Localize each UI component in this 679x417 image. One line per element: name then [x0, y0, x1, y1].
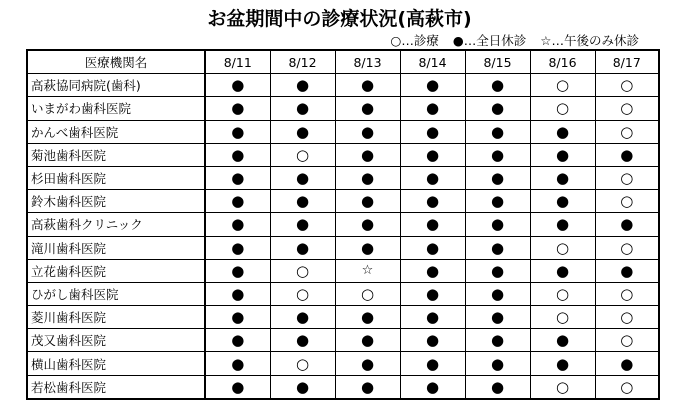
column-header-date: 8/11 [205, 50, 270, 74]
closed-all-day-icon: ● [335, 190, 400, 213]
closed-all-day-icon: ● [465, 190, 530, 213]
closed-all-day-icon: ● [205, 143, 270, 166]
closed-all-day-icon: ● [205, 306, 270, 329]
closed-all-day-icon: ● [465, 329, 530, 352]
closed-all-day-icon: ● [400, 375, 465, 399]
closed-all-day-icon: ● [335, 74, 400, 97]
legend-label-closed: …全日休診 [463, 33, 527, 48]
closed-all-day-icon: ● [270, 120, 335, 143]
open-icon: ○ [530, 306, 595, 329]
table-row [27, 329, 659, 352]
open-icon: ○ [530, 97, 595, 120]
closed-all-day-icon: ● [595, 213, 659, 236]
open-icon: ○ [595, 282, 659, 305]
closed-all-day-icon: ● [335, 306, 400, 329]
legend-label-open: …診療 [401, 33, 439, 48]
table-row [27, 190, 659, 213]
column-header-date: 8/16 [530, 50, 595, 74]
table-row [27, 143, 659, 166]
closed-all-day-icon: ● [205, 329, 270, 352]
column-header-date: 8/17 [595, 50, 659, 74]
clinic-name: 鈴木歯科医院 [27, 190, 205, 213]
open-icon: ○ [595, 329, 659, 352]
closed-all-day-icon: ● [400, 97, 465, 120]
closed-all-day-icon: ● [270, 375, 335, 399]
closed-all-day-icon: ● [270, 190, 335, 213]
clinic-name: 杉田歯科医院 [27, 166, 205, 189]
closed-all-day-icon: ● [205, 166, 270, 189]
closed-all-day-icon: ● [270, 236, 335, 259]
closed-all-day-icon: ● [530, 213, 595, 236]
clinic-name: かんべ歯科医院 [27, 120, 205, 143]
closed-all-day-icon: ● [465, 213, 530, 236]
closed-all-day-icon: ● [205, 282, 270, 305]
closed-all-day-icon: ● [595, 259, 659, 282]
table-row [27, 306, 659, 329]
closed-all-day-icon: ● [465, 375, 530, 399]
table-row [27, 375, 659, 399]
open-icon: ○ [595, 190, 659, 213]
closed-all-day-icon: ● [400, 329, 465, 352]
closed-all-day-icon: ● [400, 74, 465, 97]
closed-all-day-icon: ● [595, 352, 659, 375]
closed-all-day-icon: ● [400, 166, 465, 189]
clinic-name: 滝川歯科医院 [27, 236, 205, 259]
clinic-name: 立花歯科医院 [27, 259, 205, 282]
closed-all-day-icon: ● [335, 97, 400, 120]
closed-all-day-icon: ● [530, 143, 595, 166]
closed-all-day-icon: ● [530, 259, 595, 282]
table-row [27, 120, 659, 143]
legend-item-closed [453, 33, 526, 49]
closed-all-day-icon: ● [400, 352, 465, 375]
closed-all-day-icon: ● [335, 166, 400, 189]
table-row [27, 166, 659, 189]
closed-all-day-icon: ● [205, 259, 270, 282]
closed-all-day-icon: ● [270, 166, 335, 189]
closed-all-day-icon: ● [400, 236, 465, 259]
open-icon: ○ [595, 74, 659, 97]
closed-all-day-icon: ● [205, 236, 270, 259]
open-icon: ○ [595, 120, 659, 143]
closed-all-day-icon: ● [335, 213, 400, 236]
table-row [27, 282, 659, 305]
open-icon: ○ [595, 166, 659, 189]
column-header-date: 8/14 [400, 50, 465, 74]
clinic-name: 菊池歯科医院 [27, 143, 205, 166]
closed-all-day-icon: ● [205, 352, 270, 375]
closed-all-day-icon: ● [270, 97, 335, 120]
open-icon: ○ [335, 282, 400, 305]
closed-all-day-icon: ● [205, 375, 270, 399]
clinic-name: 茂又歯科医院 [27, 329, 205, 352]
page-title: お盆期間中の診療状況(高萩市) [207, 8, 472, 30]
column-header-date: 8/15 [465, 50, 530, 74]
open-icon: ○ [595, 306, 659, 329]
closed-all-day-icon: ● [335, 143, 400, 166]
schedule-table [26, 49, 660, 400]
filled-circle-icon: ● [452, 33, 464, 48]
closed-all-day-icon: ● [270, 213, 335, 236]
table-row [27, 74, 659, 97]
closed-all-day-icon: ● [335, 352, 400, 375]
closed-all-day-icon: ● [205, 97, 270, 120]
closed-all-day-icon: ● [465, 282, 530, 305]
open-icon: ○ [270, 352, 335, 375]
closed-all-day-icon: ● [400, 259, 465, 282]
closed-all-day-icon: ● [465, 143, 530, 166]
open-icon: ○ [595, 97, 659, 120]
open-icon: ○ [530, 282, 595, 305]
closed-all-day-icon: ● [595, 143, 659, 166]
open-icon: ○ [530, 236, 595, 259]
closed-all-day-icon: ● [270, 74, 335, 97]
afternoon-closed-icon: ☆ [335, 259, 400, 282]
table-header-row [27, 50, 659, 74]
star-icon: ☆ [540, 33, 552, 48]
closed-all-day-icon: ● [205, 190, 270, 213]
table-body [27, 74, 659, 399]
closed-all-day-icon: ● [205, 74, 270, 97]
closed-all-day-icon: ● [465, 306, 530, 329]
table-row [27, 259, 659, 282]
closed-all-day-icon: ● [335, 375, 400, 399]
closed-all-day-icon: ● [530, 120, 595, 143]
legend-item-afternoon-closed [540, 33, 639, 49]
legend-label-afternoon-closed: …午後のみ休診 [551, 33, 639, 48]
open-circle-icon: ○ [390, 33, 402, 48]
closed-all-day-icon: ● [400, 213, 465, 236]
clinic-name: 高萩協同病院(歯科) [27, 74, 205, 97]
clinic-name: いまがわ歯科医院 [27, 97, 205, 120]
clinic-name: ひがし歯科医院 [27, 282, 205, 305]
closed-all-day-icon: ● [270, 329, 335, 352]
legend-item-open [390, 33, 438, 49]
table-row [27, 213, 659, 236]
closed-all-day-icon: ● [400, 190, 465, 213]
closed-all-day-icon: ● [335, 120, 400, 143]
closed-all-day-icon: ● [205, 213, 270, 236]
open-icon: ○ [270, 259, 335, 282]
open-icon: ○ [595, 375, 659, 399]
closed-all-day-icon: ● [270, 306, 335, 329]
closed-all-day-icon: ● [400, 306, 465, 329]
table-row [27, 97, 659, 120]
table-row [27, 352, 659, 375]
closed-all-day-icon: ● [465, 74, 530, 97]
column-header-clinic: 医療機関名 [27, 50, 205, 74]
legend [390, 33, 639, 49]
open-icon: ○ [530, 375, 595, 399]
clinic-name: 若松歯科医院 [27, 375, 205, 399]
column-header-date: 8/12 [270, 50, 335, 74]
closed-all-day-icon: ● [335, 329, 400, 352]
closed-all-day-icon: ● [465, 166, 530, 189]
open-icon: ○ [270, 143, 335, 166]
closed-all-day-icon: ● [465, 352, 530, 375]
column-header-date: 8/13 [335, 50, 400, 74]
closed-all-day-icon: ● [400, 143, 465, 166]
closed-all-day-icon: ● [465, 97, 530, 120]
closed-all-day-icon: ● [465, 120, 530, 143]
closed-all-day-icon: ● [205, 120, 270, 143]
closed-all-day-icon: ● [465, 236, 530, 259]
closed-all-day-icon: ● [530, 329, 595, 352]
open-icon: ○ [270, 282, 335, 305]
clinic-name: 菱川歯科医院 [27, 306, 205, 329]
closed-all-day-icon: ● [400, 282, 465, 305]
closed-all-day-icon: ● [335, 236, 400, 259]
closed-all-day-icon: ● [530, 166, 595, 189]
closed-all-day-icon: ● [530, 190, 595, 213]
closed-all-day-icon: ● [400, 120, 465, 143]
table-row [27, 236, 659, 259]
closed-all-day-icon: ● [465, 259, 530, 282]
closed-all-day-icon: ● [530, 352, 595, 375]
open-icon: ○ [530, 74, 595, 97]
clinic-name: 横山歯科医院 [27, 352, 205, 375]
clinic-name: 高萩歯科クリニック [27, 213, 205, 236]
open-icon: ○ [595, 236, 659, 259]
